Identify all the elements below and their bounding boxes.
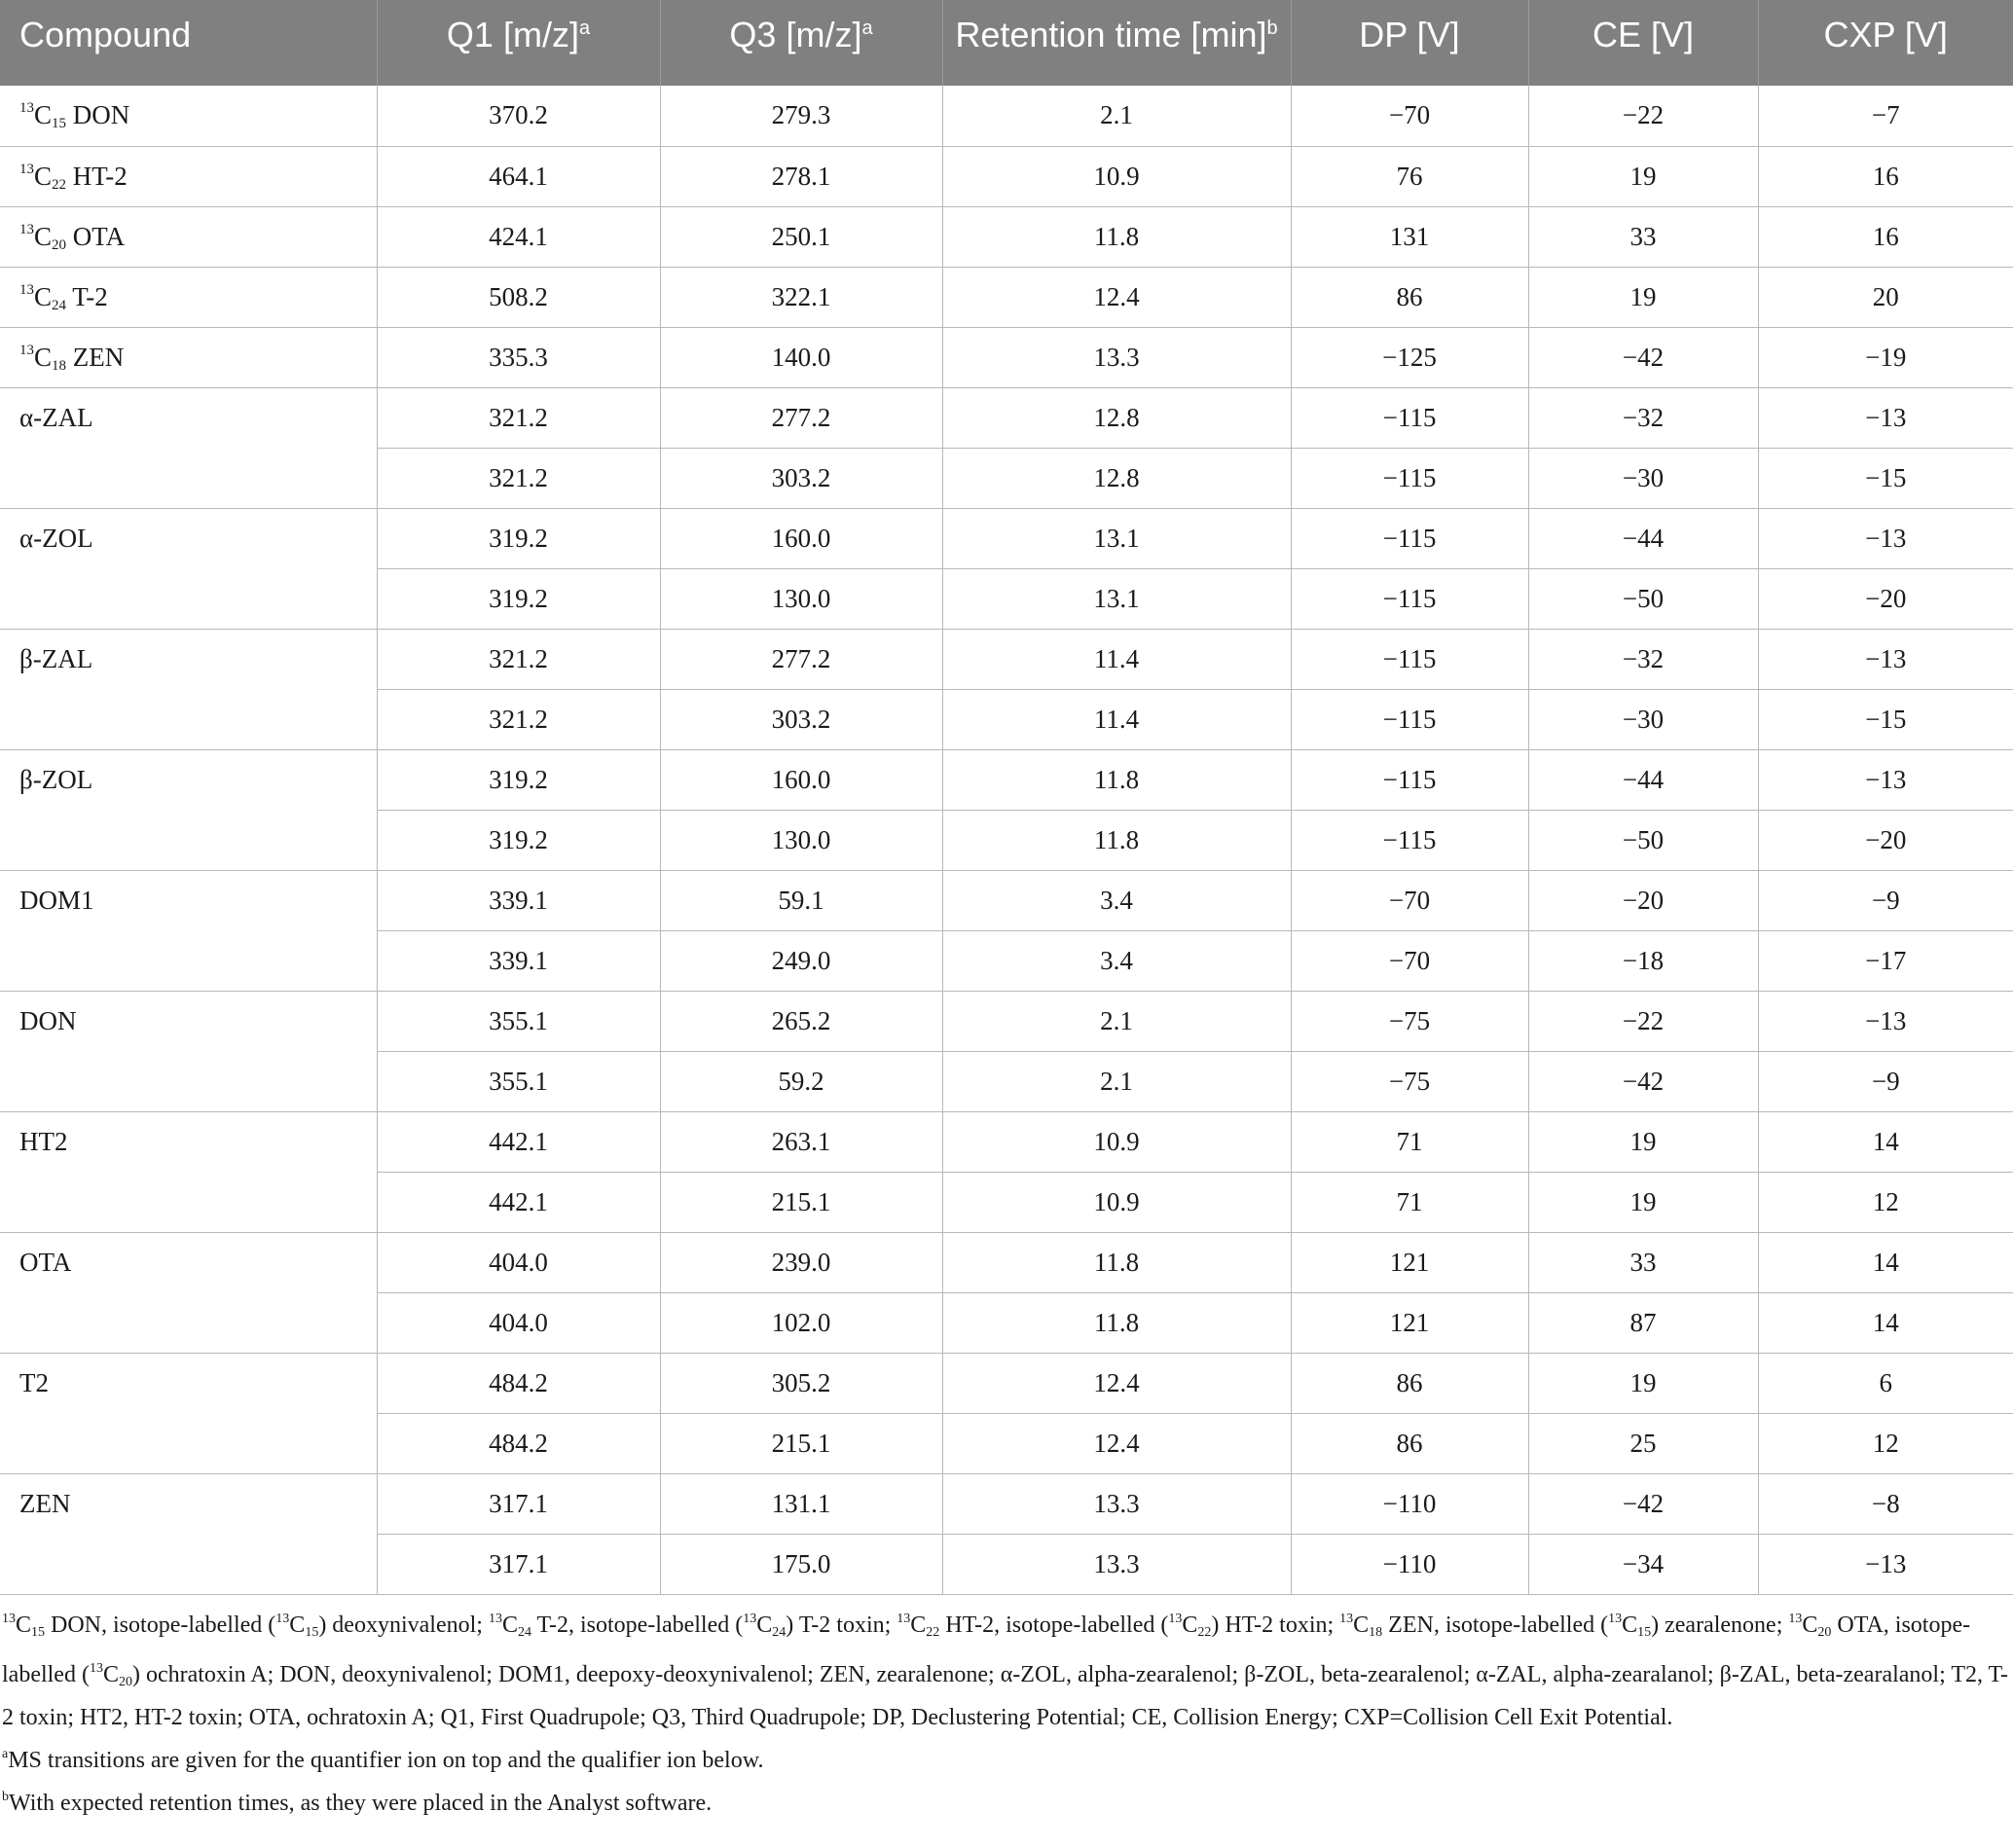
q1-cell: 464.1 — [377, 146, 660, 206]
q3-cell: 215.1 — [660, 1172, 942, 1232]
cxp-cell: 14 — [1758, 1111, 2013, 1172]
q1-cell: 317.1 — [377, 1534, 660, 1594]
cxp-cell: −20 — [1758, 810, 2013, 870]
cxp-cell: −13 — [1758, 749, 2013, 810]
cxp-cell: 20 — [1758, 267, 2013, 327]
retention-time-cell: 12.8 — [942, 448, 1291, 508]
compound-cell: OTA — [0, 1232, 377, 1353]
dp-cell: 86 — [1291, 267, 1528, 327]
q1-cell: 321.2 — [377, 387, 660, 448]
q1-cell: 321.2 — [377, 448, 660, 508]
table-row — [0, 387, 2013, 448]
table-row — [0, 870, 2013, 930]
table-row — [0, 146, 2013, 206]
q1-cell: 321.2 — [377, 629, 660, 689]
cxp-cell: −13 — [1758, 508, 2013, 568]
cxp-cell: −13 — [1758, 991, 2013, 1051]
ce-cell: −50 — [1528, 568, 1758, 629]
ce-cell: 19 — [1528, 1111, 1758, 1172]
retention-time-cell: 11.8 — [942, 1232, 1291, 1292]
q3-cell: 303.2 — [660, 689, 942, 749]
cxp-cell: 14 — [1758, 1292, 2013, 1353]
q1-cell: 404.0 — [377, 1292, 660, 1353]
ce-cell: −20 — [1528, 870, 1758, 930]
table-row — [0, 508, 2013, 568]
retention-time-cell: 2.1 — [942, 991, 1291, 1051]
table-row — [0, 206, 2013, 267]
cxp-cell: 12 — [1758, 1172, 2013, 1232]
q3-cell: 305.2 — [660, 1353, 942, 1413]
dp-cell: 76 — [1291, 146, 1528, 206]
compound-cell: α-ZOL — [0, 508, 377, 629]
q3-cell: 249.0 — [660, 930, 942, 991]
dp-cell: −115 — [1291, 689, 1528, 749]
ce-cell: −42 — [1528, 1473, 1758, 1534]
q3-cell: 279.3 — [660, 86, 942, 146]
compound-cell: T2 — [0, 1353, 377, 1473]
q1-cell: 335.3 — [377, 327, 660, 387]
table-row — [0, 1473, 2013, 1534]
dp-cell: −70 — [1291, 86, 1528, 146]
ce-cell: −22 — [1528, 86, 1758, 146]
retention-time-cell: 3.4 — [942, 870, 1291, 930]
q3-cell: 175.0 — [660, 1534, 942, 1594]
q1-cell: 484.2 — [377, 1413, 660, 1473]
retention-time-cell: 12.4 — [942, 1413, 1291, 1473]
q1-cell: 317.1 — [377, 1473, 660, 1534]
retention-time-cell: 12.4 — [942, 267, 1291, 327]
q3-cell: 215.1 — [660, 1413, 942, 1473]
ce-cell: 19 — [1528, 1172, 1758, 1232]
table-row — [0, 86, 2013, 146]
retention-time-cell: 10.9 — [942, 146, 1291, 206]
q1-cell: 370.2 — [377, 86, 660, 146]
retention-time-cell: 11.4 — [942, 629, 1291, 689]
cxp-cell: −20 — [1758, 568, 2013, 629]
dp-cell: 131 — [1291, 206, 1528, 267]
retention-time-cell: 13.3 — [942, 1473, 1291, 1534]
header-retention-time: Retention time $[\min]^b$ — [942, 0, 1291, 86]
dp-cell: −75 — [1291, 991, 1528, 1051]
retention-time-cell: 13.1 — [942, 568, 1291, 629]
dp-cell: −75 — [1291, 1051, 1528, 1111]
ce-cell: −42 — [1528, 327, 1758, 387]
dp-cell: −110 — [1291, 1534, 1528, 1594]
cxp-cell: −7 — [1758, 86, 2013, 146]
cxp-cell: −15 — [1758, 689, 2013, 749]
compound-cell: DOM1 — [0, 870, 377, 991]
compound-cell: β-ZOL — [0, 749, 377, 870]
ce-cell: 87 — [1528, 1292, 1758, 1353]
q3-cell: 140.0 — [660, 327, 942, 387]
compound-cell: ZEN — [0, 1473, 377, 1594]
cxp-cell: −13 — [1758, 387, 2013, 448]
cxp-cell: −8 — [1758, 1473, 2013, 1534]
retention-time-cell: 13.3 — [942, 327, 1291, 387]
ce-cell: −22 — [1528, 991, 1758, 1051]
table-row — [0, 267, 2013, 327]
q3-cell: 130.0 — [660, 810, 942, 870]
q1-cell: 321.2 — [377, 689, 660, 749]
dp-cell: −115 — [1291, 749, 1528, 810]
dp-cell: −115 — [1291, 387, 1528, 448]
ce-cell: −32 — [1528, 387, 1758, 448]
retention-time-cell: 12.4 — [942, 1353, 1291, 1413]
header-dp: DP [V] — [1291, 0, 1528, 86]
q3-cell: 250.1 — [660, 206, 942, 267]
table-footnotes — [0, 1595, 2013, 1822]
retention-time-cell: 2.1 — [942, 1051, 1291, 1111]
header-ce: CE [V] — [1528, 0, 1758, 86]
header-compound: Compound — [0, 0, 377, 86]
dp-cell: 86 — [1291, 1413, 1528, 1473]
ce-cell: 33 — [1528, 206, 1758, 267]
dp-cell: −70 — [1291, 870, 1528, 930]
q3-cell: 59.1 — [660, 870, 942, 930]
q1-cell: 339.1 — [377, 870, 660, 930]
q3-cell: 322.1 — [660, 267, 942, 327]
q1-cell: 339.1 — [377, 930, 660, 991]
ce-cell: −18 — [1528, 930, 1758, 991]
ce-cell: −50 — [1528, 810, 1758, 870]
ce-cell: −44 — [1528, 749, 1758, 810]
retention-time-cell: 10.9 — [942, 1172, 1291, 1232]
ce-cell: 33 — [1528, 1232, 1758, 1292]
dp-cell: −110 — [1291, 1473, 1528, 1534]
cxp-cell: 16 — [1758, 206, 2013, 267]
q3-cell: 160.0 — [660, 749, 942, 810]
q3-cell: 277.2 — [660, 387, 942, 448]
header-cxp: CXP [V] — [1758, 0, 2013, 86]
ce-cell: −30 — [1528, 689, 1758, 749]
q1-cell: 319.2 — [377, 749, 660, 810]
dp-cell: −70 — [1291, 930, 1528, 991]
compound-cell: $^{13}$C24 T-2 — [0, 267, 377, 327]
table-row — [0, 629, 2013, 689]
q3-cell: 102.0 — [660, 1292, 942, 1353]
cxp-cell: −15 — [1758, 448, 2013, 508]
q3-cell: 130.0 — [660, 568, 942, 629]
table-row — [0, 1111, 2013, 1172]
retention-time-cell: 3.4 — [942, 930, 1291, 991]
dp-cell: −115 — [1291, 568, 1528, 629]
q1-cell: 442.1 — [377, 1172, 660, 1232]
dp-cell: 71 — [1291, 1172, 1528, 1232]
retention-time-cell: 11.8 — [942, 206, 1291, 267]
table-row — [0, 749, 2013, 810]
dp-cell: −115 — [1291, 629, 1528, 689]
header-q1: Q1 $[m/z]^a$ — [377, 0, 660, 86]
retention-time-cell: 11.8 — [942, 749, 1291, 810]
cxp-cell: −13 — [1758, 629, 2013, 689]
retention-time-cell: 13.1 — [942, 508, 1291, 568]
dp-cell: 121 — [1291, 1292, 1528, 1353]
q1-cell: 424.1 — [377, 206, 660, 267]
dp-cell: −125 — [1291, 327, 1528, 387]
compound-cell: α-ZAL — [0, 387, 377, 508]
retention-time-cell: 10.9 — [942, 1111, 1291, 1172]
retention-time-cell: 12.8 — [942, 387, 1291, 448]
ce-cell: 19 — [1528, 146, 1758, 206]
q3-cell: 277.2 — [660, 629, 942, 689]
q3-cell: 278.1 — [660, 146, 942, 206]
q1-cell: 404.0 — [377, 1232, 660, 1292]
cxp-cell: −13 — [1758, 1534, 2013, 1594]
table-row — [0, 991, 2013, 1051]
ce-cell: −30 — [1528, 448, 1758, 508]
q3-cell: 303.2 — [660, 448, 942, 508]
compound-cell: $^{13}$C22 HT-2 — [0, 146, 377, 206]
q1-cell: 355.1 — [377, 1051, 660, 1111]
dp-cell: −115 — [1291, 448, 1528, 508]
ce-cell: −44 — [1528, 508, 1758, 568]
cxp-cell: 16 — [1758, 146, 2013, 206]
ce-cell: −34 — [1528, 1534, 1758, 1594]
retention-time-cell: 13.3 — [942, 1534, 1291, 1594]
dp-cell: 121 — [1291, 1232, 1528, 1292]
table-row — [0, 1353, 2013, 1413]
cxp-cell: −19 — [1758, 327, 2013, 387]
cxp-cell: −9 — [1758, 870, 2013, 930]
compound-cell: DON — [0, 991, 377, 1111]
q3-cell: 59.2 — [660, 1051, 942, 1111]
header-q3: Q3 $[m/z]^a$ — [660, 0, 942, 86]
q1-cell: 508.2 — [377, 267, 660, 327]
dp-cell: 86 — [1291, 1353, 1528, 1413]
table-row — [0, 1232, 2013, 1292]
q1-cell: 319.2 — [377, 508, 660, 568]
cxp-cell: −17 — [1758, 930, 2013, 991]
dp-cell: −115 — [1291, 810, 1528, 870]
q3-cell: 131.1 — [660, 1473, 942, 1534]
table-row — [0, 327, 2013, 387]
q3-cell: 265.2 — [660, 991, 942, 1051]
table-body — [0, 86, 2013, 1594]
q1-cell: 319.2 — [377, 568, 660, 629]
retention-time-cell: 11.4 — [942, 689, 1291, 749]
ce-cell: 25 — [1528, 1413, 1758, 1473]
footnote-abbreviations: $^{13}$C15 DON, isotope-labelled ($^{13}$C15) deoxynivalenol; $^{13}$C24 T-2, isotope-labelled ($^{13}$C24) T-2 toxin; $^{13}$C22 HT-2, isotope-labelled ($^{13}$C22) HT-2 toxin; $^{13}$C18 ZEN, isotope-labelled ($^{13}$C15) zearalenone; $^{13}$C20 OTA, isotope-labelled ($^{13}$C20) ochratoxin A; DON, deoxynivalenol; DOM1, deepoxy-deoxynivalenol; ZEN, zearalenone; α-ZOL, alpha-zearalenol; β-ZOL, beta-zearalenol; α-ZAL, alpha-zearalanol; β-ZAL, beta-zearalanol; T2, T-2 toxin; HT2, HT-2 toxin; OTA, ochratoxin A; Q1, First Quadrupole; Q3, Third Quadrupole; DP, Declustering Potential; CE, Collision Energy; CXP=Collision Cell Exit Potential. — [2, 1611, 2008, 1730]
retention-time-cell: 11.8 — [942, 1292, 1291, 1353]
cxp-cell: −9 — [1758, 1051, 2013, 1111]
q1-cell: 319.2 — [377, 810, 660, 870]
header-row — [0, 0, 2013, 86]
compound-cell: $^{13}$C18 ZEN — [0, 327, 377, 387]
retention-time-cell: 11.8 — [942, 810, 1291, 870]
compound-cell: $^{13}$C15 DON — [0, 86, 377, 146]
footnote-b: $^b$With expected retention times, as they were placed in the Analyst software. — [2, 1789, 713, 1816]
q1-cell: 442.1 — [377, 1111, 660, 1172]
q3-cell: 239.0 — [660, 1232, 942, 1292]
cxp-cell: 6 — [1758, 1353, 2013, 1413]
q3-cell: 263.1 — [660, 1111, 942, 1172]
ce-cell: 19 — [1528, 1353, 1758, 1413]
cxp-cell: 14 — [1758, 1232, 2013, 1292]
dp-cell: −115 — [1291, 508, 1528, 568]
cxp-cell: 12 — [1758, 1413, 2013, 1473]
compound-cell: $^{13}$C20 OTA — [0, 206, 377, 267]
retention-time-cell: 2.1 — [942, 86, 1291, 146]
ce-cell: 19 — [1528, 267, 1758, 327]
dp-cell: 71 — [1291, 1111, 1528, 1172]
footnote-a: $^a$MS transitions are given for the quantifier ion on top and the qualifier ion below. — [2, 1746, 764, 1773]
compound-cell: β-ZAL — [0, 629, 377, 749]
q1-cell: 355.1 — [377, 991, 660, 1051]
q1-cell: 484.2 — [377, 1353, 660, 1413]
compound-cell: HT2 — [0, 1111, 377, 1232]
q3-cell: 160.0 — [660, 508, 942, 568]
ce-cell: −42 — [1528, 1051, 1758, 1111]
ce-cell: −32 — [1528, 629, 1758, 689]
